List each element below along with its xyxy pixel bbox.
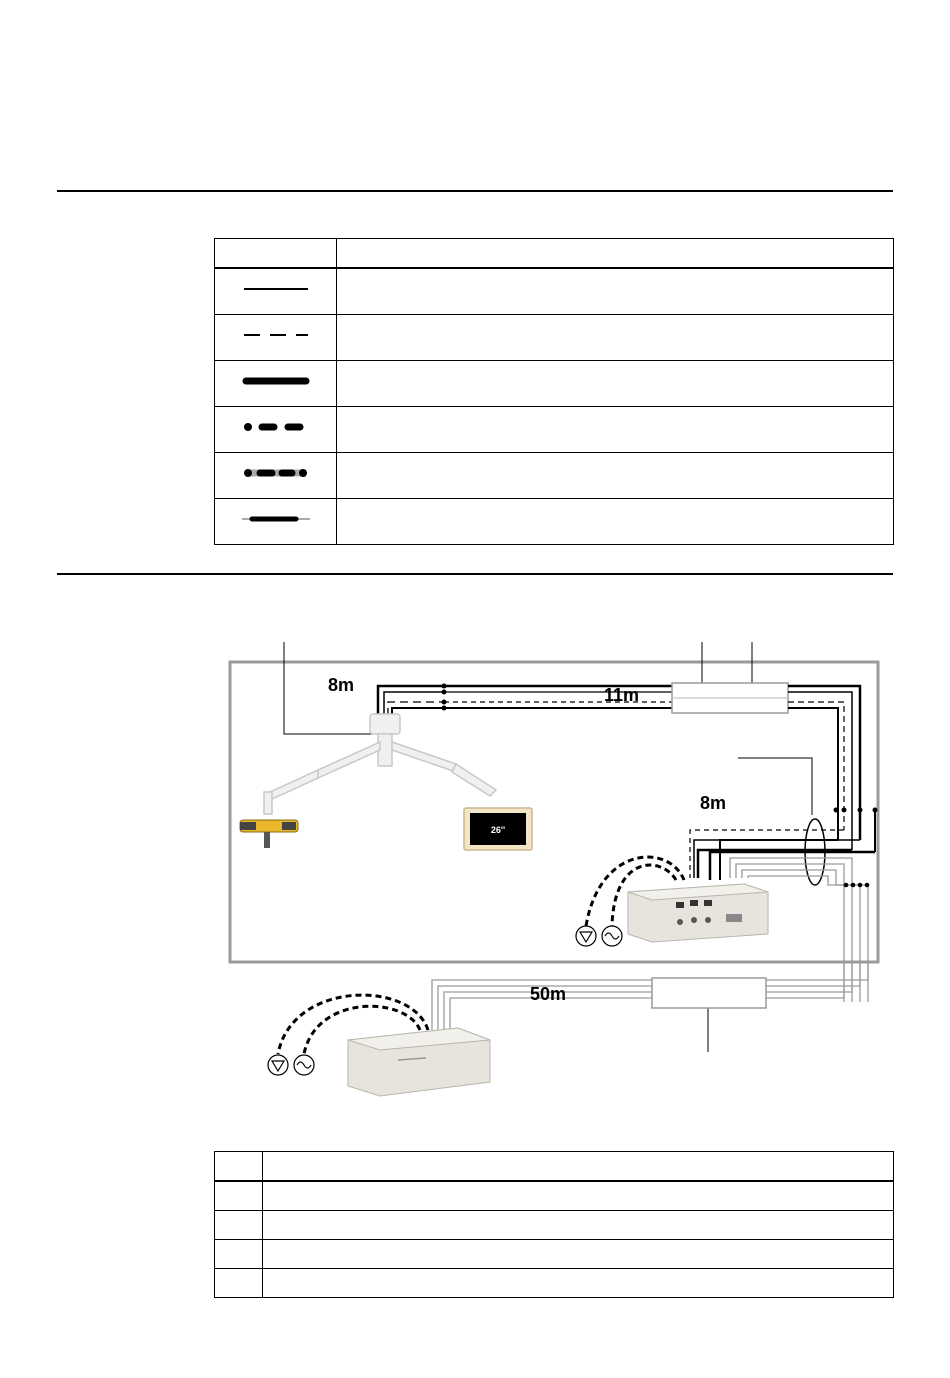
ac-power-symbol-icon <box>294 1055 314 1075</box>
legend-row <box>215 361 894 407</box>
cabling-diagram <box>200 630 900 1110</box>
remote-unit <box>348 1028 490 1096</box>
legend-row <box>215 268 894 315</box>
monitor-size-label: 26'' <box>490 825 506 835</box>
surgical-light <box>240 820 298 848</box>
monitor-arm <box>392 742 456 772</box>
thick-line-on-grey-line-icon <box>236 512 316 526</box>
ceiling-mount <box>370 714 400 734</box>
ac-power-symbol-icon <box>602 926 622 946</box>
length-label: 11m <box>604 685 640 705</box>
legend-header-row <box>215 239 894 269</box>
top-rule <box>57 190 893 192</box>
key-header-row <box>215 1152 894 1182</box>
thick-dashed-grey-gap-line-icon <box>236 466 316 480</box>
key-row <box>215 1181 894 1211</box>
ground-symbol-icon <box>576 926 596 946</box>
thick-dashed-line-icon <box>236 420 316 434</box>
thin-dashed-line-icon <box>236 328 316 342</box>
surgical-monitor <box>464 808 532 850</box>
callout-line <box>738 758 812 815</box>
remote-cable-duct <box>652 978 766 1008</box>
legend-row <box>215 499 894 545</box>
legend-row <box>215 453 894 499</box>
control-unit <box>628 884 768 942</box>
remote-link-cables <box>432 960 868 1030</box>
key-row <box>215 1211 894 1240</box>
component-key-table <box>214 1151 894 1298</box>
thin-solid-line-icon <box>236 282 316 296</box>
legend-header-description-cell <box>337 239 894 269</box>
key-row <box>215 1240 894 1269</box>
light-arm <box>318 742 380 778</box>
legend-header-symbol-cell <box>215 239 337 269</box>
length-label: 8m <box>328 675 355 695</box>
legend-row <box>215 315 894 361</box>
key-row <box>215 1269 894 1298</box>
cable-legend-table <box>214 238 894 545</box>
ground-symbol-icon <box>268 1055 288 1075</box>
ceiling-arm-system <box>264 714 496 814</box>
legend-row <box>215 407 894 453</box>
length-label: 8m <box>700 793 727 813</box>
middle-rule <box>57 573 893 575</box>
thick-solid-line-icon <box>236 374 316 388</box>
length-label: 50m <box>530 984 567 1004</box>
